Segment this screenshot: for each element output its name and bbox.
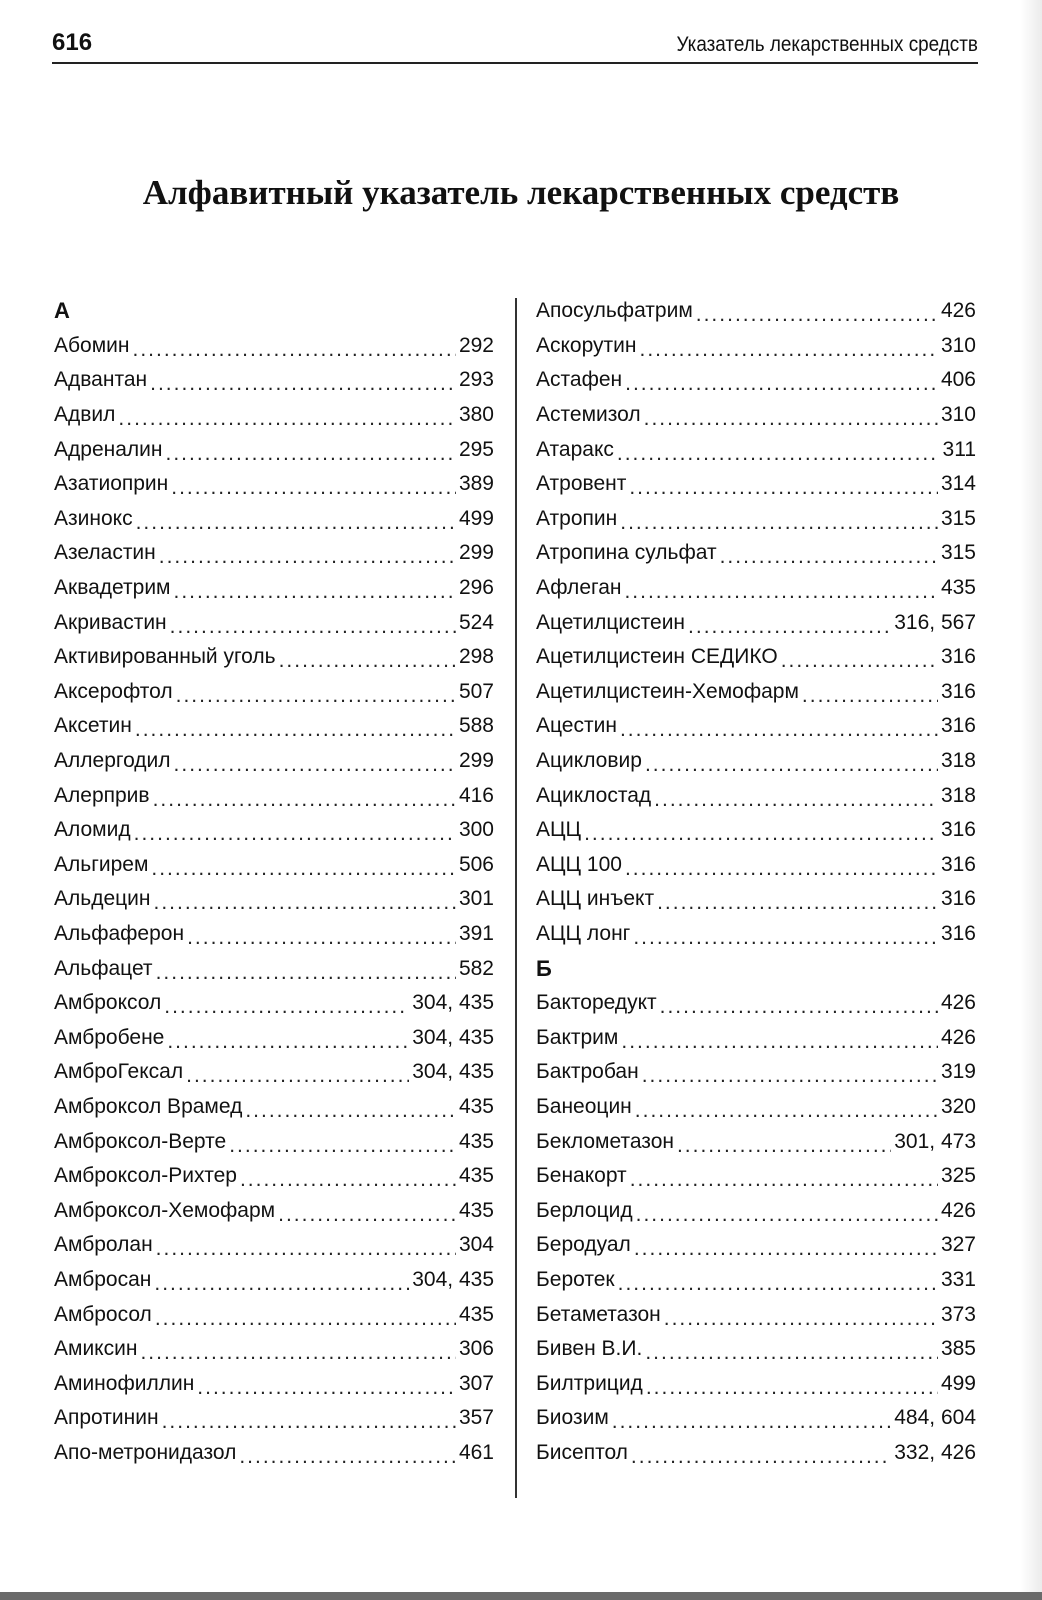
page-reference: 484, 604 bbox=[894, 1406, 976, 1430]
drug-name: Амброксол Врамед bbox=[54, 1094, 243, 1118]
index-entry bbox=[54, 467, 494, 502]
index-entry bbox=[54, 1124, 494, 1159]
drug-name: Активированный уголь bbox=[54, 645, 276, 669]
drug-name: Бисептол bbox=[536, 1440, 628, 1464]
dot-leader bbox=[150, 371, 456, 397]
drug-name: Атровент bbox=[536, 472, 627, 496]
dot-leader bbox=[229, 1133, 456, 1159]
drug-name: Амбросан bbox=[54, 1267, 152, 1291]
index-entry bbox=[536, 744, 976, 779]
drug-name: Акривастин bbox=[54, 610, 167, 634]
dot-leader bbox=[624, 579, 937, 605]
drug-name: Бетаметазон bbox=[536, 1302, 661, 1326]
running-title: Указатель лекарственных средств bbox=[676, 33, 978, 56]
index-entry bbox=[54, 1263, 494, 1298]
page-reference: 499 bbox=[940, 1371, 976, 1395]
dot-leader bbox=[645, 752, 938, 778]
index-entry bbox=[536, 605, 976, 640]
page-reference: 357 bbox=[458, 1406, 494, 1430]
page-reference: 316 bbox=[940, 818, 976, 842]
drug-name: Аксерофтол bbox=[54, 679, 173, 703]
page-reference: 298 bbox=[458, 645, 494, 669]
drug-name: Бактрим bbox=[536, 1025, 619, 1049]
drug-name: АЦЦ 100 bbox=[536, 852, 622, 876]
index-entry bbox=[536, 329, 976, 364]
drug-name: Амбробене bbox=[54, 1025, 165, 1049]
page-reference: 499 bbox=[458, 506, 494, 530]
dot-leader bbox=[644, 406, 938, 432]
index-entry bbox=[536, 1332, 976, 1367]
index-entry bbox=[536, 1090, 976, 1125]
drug-name: Амброксол bbox=[54, 991, 162, 1015]
drug-name: Аксетин bbox=[54, 714, 132, 738]
index-entry bbox=[536, 467, 976, 502]
index-entry bbox=[54, 1228, 494, 1263]
page-reference: 307 bbox=[458, 1371, 494, 1395]
page-reference: 331 bbox=[940, 1267, 976, 1291]
drug-name: Адвантан bbox=[54, 368, 148, 392]
index-entry bbox=[536, 1297, 976, 1332]
page-reference: 524 bbox=[458, 610, 494, 634]
dot-leader bbox=[165, 441, 455, 467]
drug-name: Альфаферон bbox=[54, 921, 185, 945]
dot-leader bbox=[696, 302, 938, 328]
index-entry bbox=[536, 709, 976, 744]
dot-leader bbox=[159, 544, 456, 570]
dot-leader bbox=[132, 337, 455, 363]
dot-leader bbox=[153, 787, 456, 813]
drug-name: Беродуал bbox=[536, 1233, 631, 1257]
dot-leader bbox=[636, 1202, 938, 1228]
drug-name: АЦЦ bbox=[536, 818, 582, 842]
page-reference: 582 bbox=[458, 956, 494, 980]
index-entry bbox=[54, 1401, 494, 1436]
page-reference: 315 bbox=[940, 506, 976, 530]
index-column-left bbox=[54, 294, 494, 1470]
dot-leader bbox=[618, 1271, 938, 1297]
page-reference: 435 bbox=[940, 576, 976, 600]
dot-leader bbox=[629, 475, 938, 501]
page-reference: 301, 473 bbox=[894, 1129, 976, 1153]
page-reference: 332, 426 bbox=[894, 1440, 976, 1464]
page-reference: 316 bbox=[940, 852, 976, 876]
drug-name: Амброксол-Верте bbox=[54, 1129, 227, 1153]
drug-name: Азинокс bbox=[54, 506, 133, 530]
drug-name: Амиксин bbox=[54, 1337, 138, 1361]
page-title: Алфавитный указатель лекарственных средств bbox=[142, 173, 900, 212]
drug-name: Аквадетрим bbox=[54, 576, 171, 600]
page-reference: 315 bbox=[940, 541, 976, 565]
index-entry bbox=[54, 951, 494, 986]
dot-leader bbox=[634, 1236, 938, 1262]
drug-name: АмброГексал bbox=[54, 1060, 184, 1084]
dot-leader bbox=[176, 683, 456, 709]
index-entry bbox=[536, 571, 976, 606]
page-reference: 304, 435 bbox=[412, 1267, 494, 1291]
drug-name: Берлоцид bbox=[536, 1198, 633, 1222]
index-entry bbox=[536, 1124, 976, 1159]
index-entry bbox=[536, 536, 976, 571]
index-entry bbox=[536, 882, 976, 917]
dot-leader bbox=[660, 994, 938, 1020]
page-number: 616 bbox=[52, 29, 93, 56]
drug-name: Амброксол-Хемофарм bbox=[54, 1198, 276, 1222]
page-reference: 299 bbox=[458, 749, 494, 773]
index-entry bbox=[54, 1193, 494, 1228]
page-reference: 380 bbox=[458, 403, 494, 427]
index-entry bbox=[536, 1401, 976, 1436]
drug-name: Билтрицид bbox=[536, 1371, 643, 1395]
index-entry bbox=[54, 502, 494, 537]
letter-heading-text: А bbox=[54, 298, 70, 324]
index-entry bbox=[54, 675, 494, 710]
page-reference: 426 bbox=[940, 1198, 976, 1222]
drug-name: Амброксол-Рихтер bbox=[54, 1164, 237, 1188]
dot-leader bbox=[781, 648, 938, 674]
index-entry bbox=[536, 294, 976, 329]
drug-name: Аломид bbox=[54, 818, 131, 842]
page-reference: 314 bbox=[940, 472, 976, 496]
page-reference: 325 bbox=[940, 1164, 976, 1188]
index-entry bbox=[536, 848, 976, 883]
drug-name: Ацикловир bbox=[536, 749, 642, 773]
page-reference: 296 bbox=[458, 576, 494, 600]
index-entry bbox=[536, 363, 976, 398]
index-entry bbox=[536, 432, 976, 467]
dot-leader bbox=[170, 614, 456, 640]
page-reference: 304 bbox=[458, 1233, 494, 1257]
dot-leader bbox=[802, 683, 938, 709]
page-reference: 426 bbox=[940, 1025, 976, 1049]
dot-leader bbox=[174, 752, 456, 778]
drug-name: Афлеган bbox=[536, 576, 622, 600]
page-reference: 373 bbox=[940, 1302, 976, 1326]
drug-name: Беротек bbox=[536, 1267, 615, 1291]
drug-name: Биозим bbox=[536, 1406, 609, 1430]
drug-name: Бенакорт bbox=[536, 1164, 627, 1188]
drug-name: Банеоцин bbox=[536, 1094, 632, 1118]
page-reference: 292 bbox=[458, 333, 494, 357]
index-entry bbox=[536, 675, 976, 710]
index-entry bbox=[54, 882, 494, 917]
dot-leader bbox=[245, 1098, 456, 1124]
drug-name: Атропина сульфат bbox=[536, 541, 717, 565]
page-reference: 385 bbox=[940, 1337, 976, 1361]
page-reference: 295 bbox=[458, 437, 494, 461]
dot-leader bbox=[134, 821, 456, 847]
index-entry bbox=[536, 1055, 976, 1090]
index-entry bbox=[54, 329, 494, 364]
dot-leader bbox=[664, 1306, 938, 1332]
page-reference: 316 bbox=[940, 921, 976, 945]
drug-name: Ацетилцистеин bbox=[536, 610, 686, 634]
dot-leader bbox=[140, 1340, 456, 1366]
page-reference: 318 bbox=[940, 783, 976, 807]
drug-name: АЦЦ лонг bbox=[536, 921, 631, 945]
scan-bottom-edge bbox=[0, 1592, 1042, 1600]
dot-leader bbox=[154, 1271, 409, 1297]
page-reference: 301 bbox=[458, 887, 494, 911]
dot-leader bbox=[118, 406, 456, 432]
index-entry bbox=[54, 571, 494, 606]
index-entry bbox=[54, 605, 494, 640]
index-entry bbox=[54, 1332, 494, 1367]
dot-leader bbox=[621, 1029, 938, 1055]
page-reference: 389 bbox=[458, 472, 494, 496]
dot-leader bbox=[620, 510, 938, 536]
index-entry bbox=[536, 813, 976, 848]
index-entry bbox=[54, 1366, 494, 1401]
dot-leader bbox=[187, 925, 456, 951]
page-reference: 435 bbox=[458, 1198, 494, 1222]
index-entry bbox=[54, 640, 494, 675]
drug-name: Атаракс bbox=[536, 437, 614, 461]
drug-name: Абомин bbox=[54, 333, 130, 357]
dot-leader bbox=[240, 1167, 456, 1193]
dot-leader bbox=[635, 1098, 938, 1124]
dot-leader bbox=[171, 475, 456, 501]
scan-shadow-edge bbox=[1020, 0, 1042, 1600]
drug-name: Азеластин bbox=[54, 541, 156, 565]
page-reference: 304, 435 bbox=[412, 1060, 494, 1084]
drug-name: Бивен В.И. bbox=[536, 1337, 643, 1361]
dot-leader bbox=[155, 1306, 456, 1332]
index-entry bbox=[536, 1366, 976, 1401]
dot-leader bbox=[625, 856, 938, 882]
index-letter-heading bbox=[536, 951, 976, 986]
drug-name: Апо-метронидазол bbox=[54, 1440, 237, 1464]
index-entry bbox=[54, 398, 494, 433]
page-reference: 461 bbox=[458, 1440, 494, 1464]
index-entry bbox=[536, 986, 976, 1021]
dot-leader bbox=[239, 1444, 456, 1470]
drug-name: Беклометазон bbox=[536, 1129, 674, 1153]
index-entry bbox=[54, 917, 494, 952]
index-entry bbox=[54, 1436, 494, 1471]
index-entry bbox=[54, 778, 494, 813]
drug-name: Альдецин bbox=[54, 887, 151, 911]
dot-leader bbox=[135, 717, 456, 743]
index-entry bbox=[536, 502, 976, 537]
page-reference: 311 bbox=[942, 437, 976, 461]
index-entry bbox=[54, 848, 494, 883]
dot-leader bbox=[197, 1375, 456, 1401]
page-reference: 310 bbox=[940, 333, 976, 357]
dot-leader bbox=[162, 1409, 456, 1435]
page-reference: 316 bbox=[940, 887, 976, 911]
drug-name: Ацестин bbox=[536, 714, 617, 738]
drug-name: АЦЦ инъект bbox=[536, 887, 655, 911]
page-reference: 435 bbox=[458, 1302, 494, 1326]
page-reference: 406 bbox=[940, 368, 976, 392]
dot-leader bbox=[154, 890, 456, 916]
drug-name: Алерприв bbox=[54, 783, 150, 807]
dot-leader bbox=[640, 337, 938, 363]
index-entry bbox=[536, 398, 976, 433]
drug-name: Аминофиллин bbox=[54, 1371, 195, 1395]
dot-leader bbox=[654, 787, 938, 813]
drug-name: Адреналин bbox=[54, 437, 163, 461]
page-reference: 318 bbox=[940, 749, 976, 773]
drug-name: Ацетилцистеин-Хемофарм bbox=[536, 679, 799, 703]
page-reference: 306 bbox=[458, 1337, 494, 1361]
page-reference: 435 bbox=[458, 1129, 494, 1153]
drug-name: Альфацет bbox=[54, 956, 153, 980]
index-entry bbox=[536, 778, 976, 813]
page-reference: 304, 435 bbox=[412, 991, 494, 1015]
page-reference: 327 bbox=[940, 1233, 976, 1257]
index-entry bbox=[54, 813, 494, 848]
index-entry bbox=[54, 744, 494, 779]
dot-leader bbox=[167, 1029, 409, 1055]
page-reference: 435 bbox=[458, 1094, 494, 1118]
page-header bbox=[52, 28, 978, 64]
drug-name: Бакторедукт bbox=[536, 991, 657, 1015]
index-entry bbox=[536, 1159, 976, 1194]
page-reference: 319 bbox=[940, 1060, 976, 1084]
drug-name: Амбролан bbox=[54, 1233, 153, 1257]
drug-name: Аллергодил bbox=[54, 749, 171, 773]
index-entry bbox=[54, 1020, 494, 1055]
drug-name: Ацетилцистеин СЕДИКО bbox=[536, 645, 778, 669]
dot-leader bbox=[174, 579, 456, 605]
page-reference: 310 bbox=[940, 403, 976, 427]
dot-leader bbox=[645, 1340, 938, 1366]
page-reference: 299 bbox=[458, 541, 494, 565]
dot-leader bbox=[156, 960, 456, 986]
drug-name: Альгирем bbox=[54, 852, 149, 876]
page-reference: 320 bbox=[940, 1094, 976, 1118]
index-entry bbox=[54, 1159, 494, 1194]
index-column-right bbox=[536, 294, 976, 1470]
dot-leader bbox=[646, 1375, 938, 1401]
letter-heading-text: Б bbox=[536, 955, 552, 981]
dot-leader bbox=[156, 1236, 456, 1262]
dot-leader bbox=[151, 856, 456, 882]
index-entry bbox=[54, 1055, 494, 1090]
dot-leader bbox=[584, 821, 938, 847]
index-entry bbox=[536, 917, 976, 952]
dot-leader bbox=[633, 925, 938, 951]
drug-name: Астафен bbox=[536, 368, 623, 392]
dot-leader bbox=[620, 717, 938, 743]
dot-leader bbox=[278, 1202, 456, 1228]
drug-name: Атропин bbox=[536, 506, 618, 530]
index-entry bbox=[54, 536, 494, 571]
index-entry bbox=[536, 1228, 976, 1263]
dot-leader bbox=[617, 441, 940, 467]
index-entry bbox=[54, 709, 494, 744]
dot-leader bbox=[677, 1133, 891, 1159]
page-reference: 506 bbox=[458, 852, 494, 876]
index-entry bbox=[536, 1436, 976, 1471]
page-reference: 300 bbox=[458, 818, 494, 842]
index-entry bbox=[54, 363, 494, 398]
page-reference: 293 bbox=[458, 368, 494, 392]
dot-leader bbox=[630, 1167, 938, 1193]
drug-name: Адвил bbox=[54, 403, 116, 427]
page-reference: 507 bbox=[458, 679, 494, 703]
drug-name: Апротинин bbox=[54, 1406, 159, 1430]
index-entry bbox=[54, 432, 494, 467]
page-reference: 316, 567 bbox=[894, 610, 976, 634]
page-reference: 435 bbox=[458, 1164, 494, 1188]
dot-leader bbox=[186, 1063, 409, 1089]
column-divider bbox=[515, 298, 517, 1498]
drug-name: Азатиоприн bbox=[54, 472, 169, 496]
dot-leader bbox=[688, 614, 891, 640]
index-entry bbox=[536, 1193, 976, 1228]
dot-leader bbox=[279, 648, 456, 674]
dot-leader bbox=[657, 890, 938, 916]
index-entry bbox=[54, 1297, 494, 1332]
dot-leader bbox=[136, 510, 456, 536]
page-reference: 426 bbox=[940, 991, 976, 1015]
page-reference: 391 bbox=[458, 921, 494, 945]
dot-leader bbox=[720, 544, 938, 570]
dot-leader bbox=[164, 994, 409, 1020]
page-reference: 416 bbox=[458, 783, 494, 807]
index-entry bbox=[536, 1020, 976, 1055]
page-reference: 316 bbox=[940, 714, 976, 738]
dot-leader bbox=[625, 371, 938, 397]
dot-leader bbox=[631, 1444, 891, 1470]
drug-name: Ациклостад bbox=[536, 783, 652, 807]
page-reference: 316 bbox=[940, 679, 976, 703]
drug-name: Амбросол bbox=[54, 1302, 152, 1326]
index-entry bbox=[54, 986, 494, 1021]
index-letter-heading bbox=[54, 294, 494, 329]
page-reference: 304, 435 bbox=[412, 1025, 494, 1049]
page-reference: 588 bbox=[458, 714, 494, 738]
drug-name: Апосульфатрим bbox=[536, 299, 693, 323]
index-entry bbox=[536, 640, 976, 675]
drug-name: Аскорутин bbox=[536, 333, 637, 357]
index-entry bbox=[54, 1090, 494, 1125]
dot-leader bbox=[612, 1409, 891, 1435]
index-entry bbox=[536, 1263, 976, 1298]
page-reference: 316 bbox=[940, 645, 976, 669]
drug-name: Бактробан bbox=[536, 1060, 639, 1084]
page-reference: 426 bbox=[940, 299, 976, 323]
drug-name: Астемизол bbox=[536, 403, 641, 427]
dot-leader bbox=[642, 1063, 938, 1089]
